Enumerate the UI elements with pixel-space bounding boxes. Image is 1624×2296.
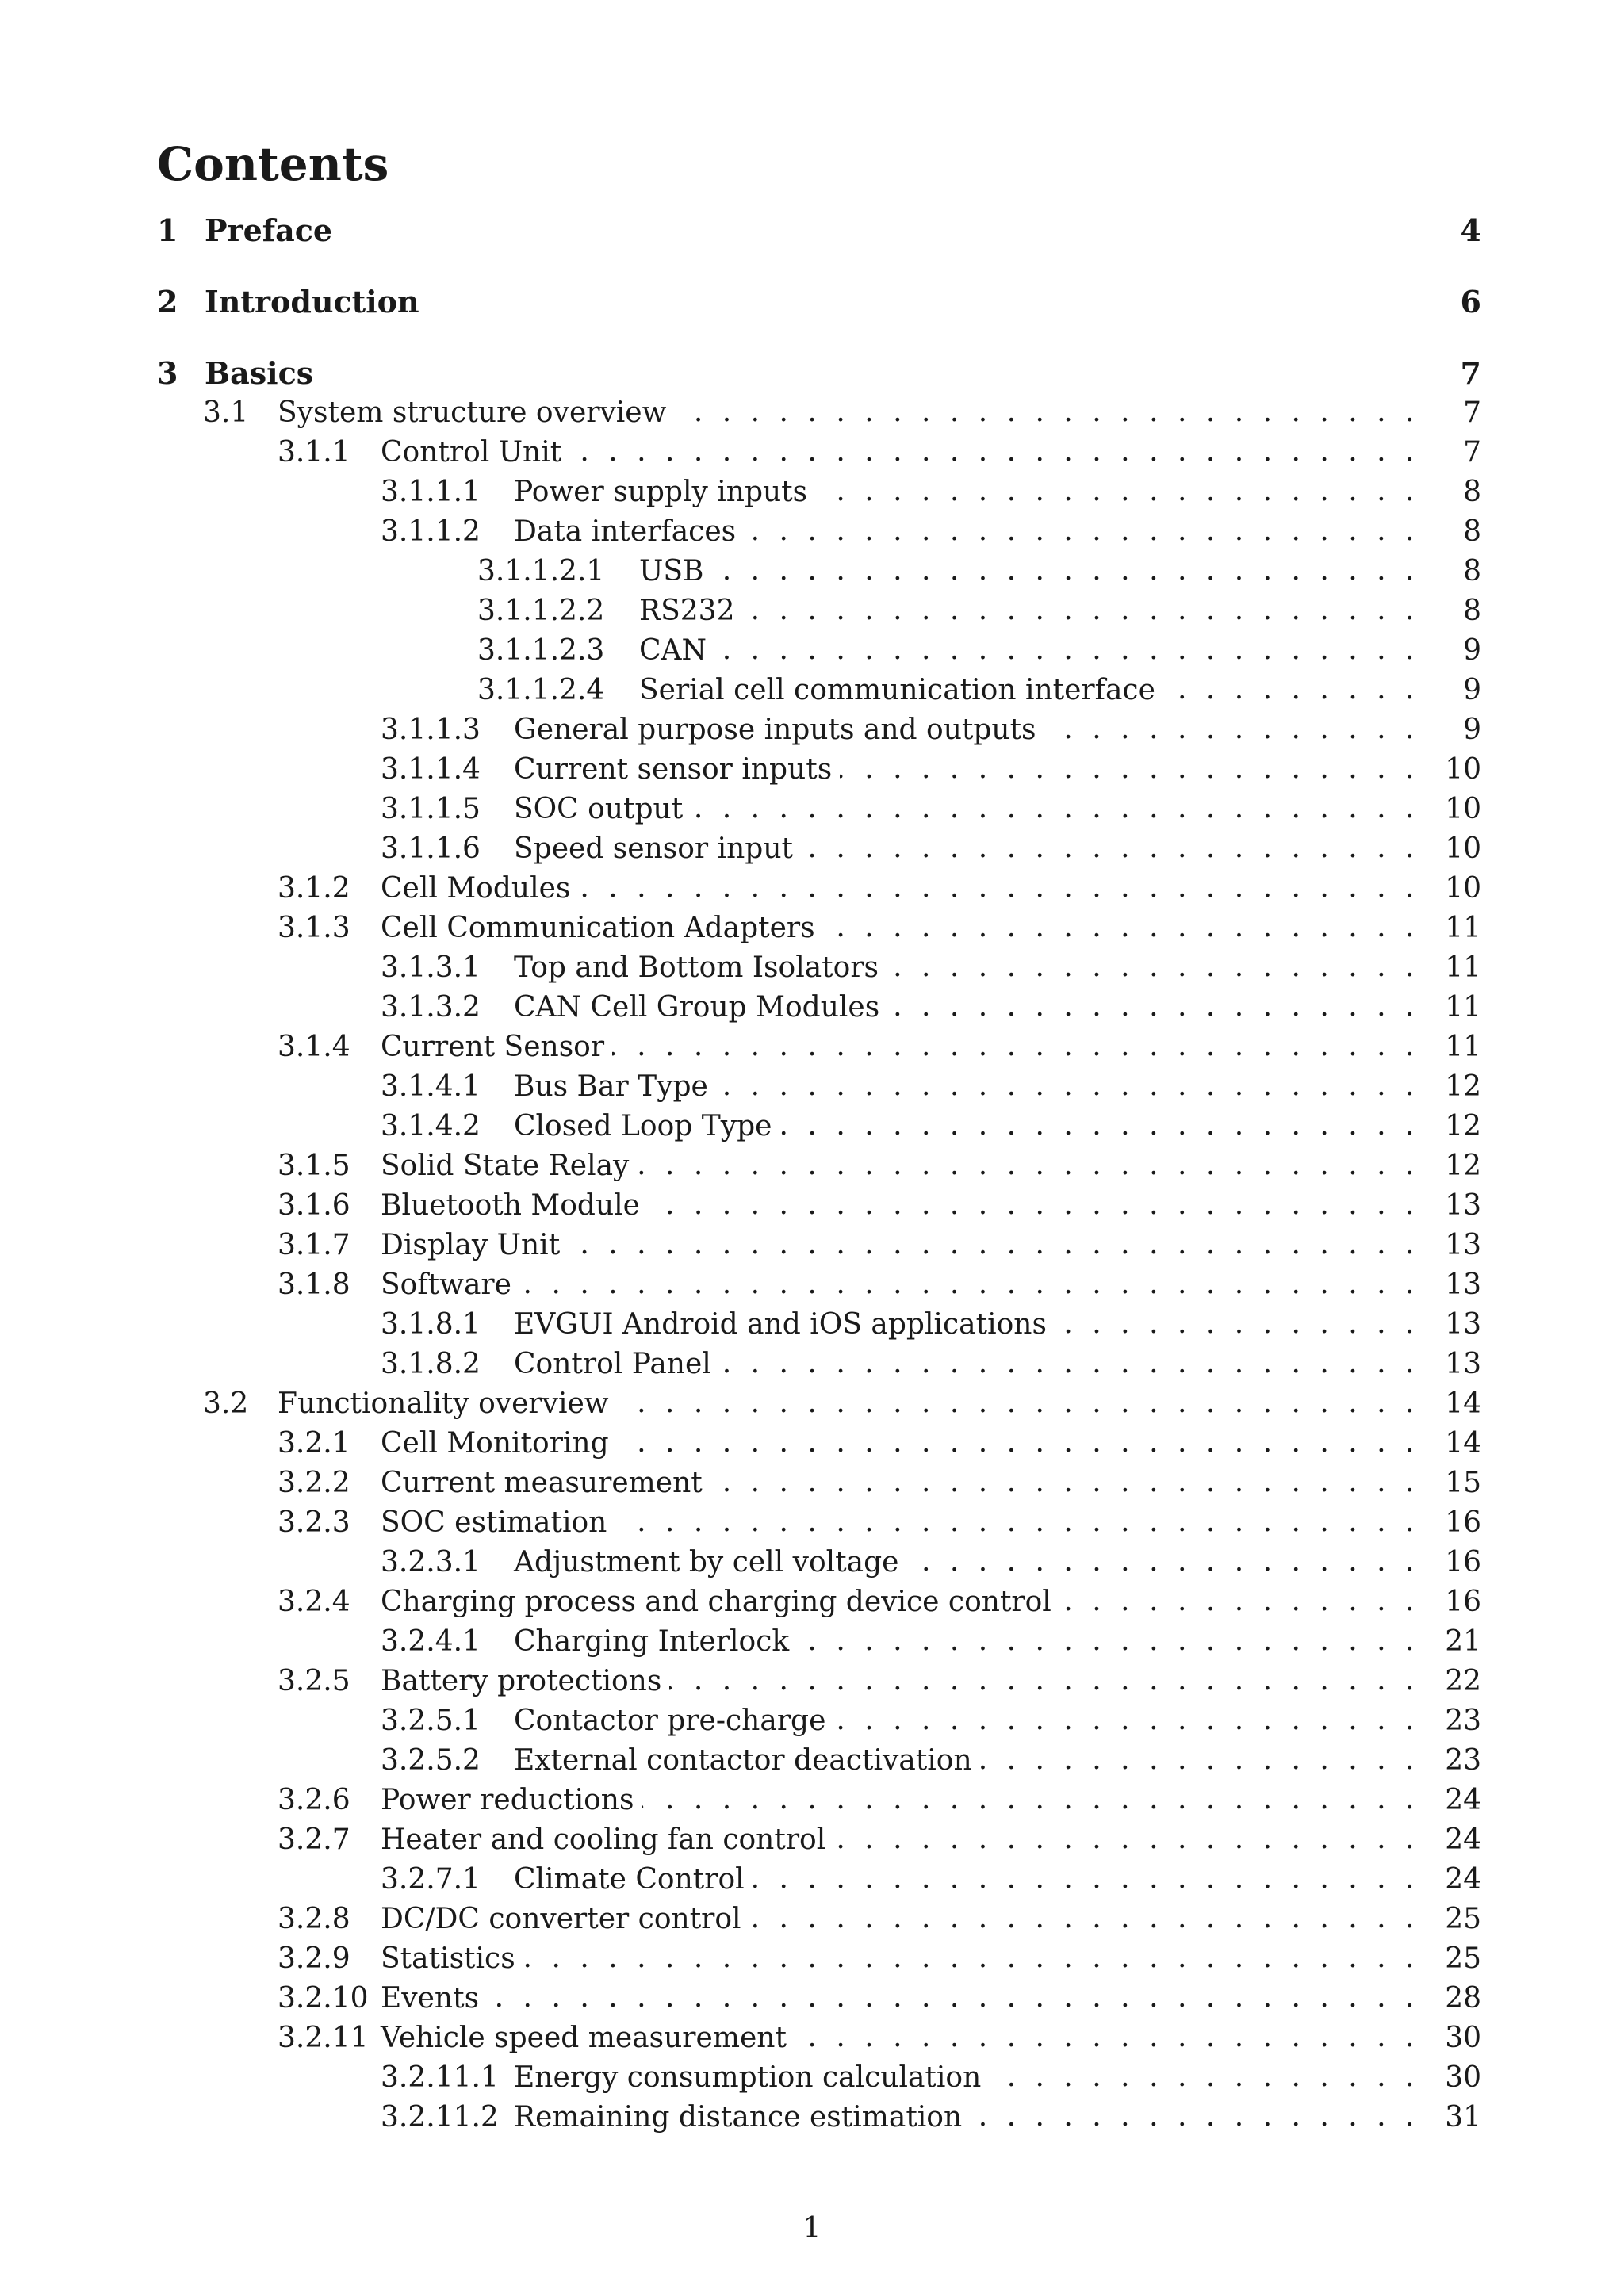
toc-entry-title: DC/DC converter control	[381, 1902, 741, 1935]
toc-entry-title: Charging process and charging device control	[381, 1585, 1051, 1618]
toc-entry[interactable]	[278, 908, 1481, 947]
toc-leader-dots	[642, 1780, 1419, 1820]
toc-entry-page: 7	[1460, 354, 1481, 391]
toc-entry-title: External contactor deactivation	[514, 1743, 972, 1777]
toc-entry-number: 3.1.1.1	[381, 475, 481, 508]
toc-leader-dots	[795, 2018, 1419, 2057]
toc-entry-page: 13	[1445, 1228, 1481, 1261]
toc-entry-number: 3.2.4	[278, 1585, 350, 1618]
toc-entry[interactable]	[381, 2057, 1481, 2097]
toc-entry-page: 21	[1445, 1624, 1481, 1658]
toc-entry-page: 22	[1445, 1664, 1481, 1697]
toc-entry-title: Current measurement	[381, 1466, 703, 1499]
toc-leader-dots	[833, 1820, 1419, 1859]
toc-entry-number: 3.2.6	[278, 1783, 350, 1816]
toc-leader-dots	[801, 828, 1419, 868]
toc-leader-dots	[714, 630, 1419, 670]
toc-entry-title: Top and Bottom Isolators	[514, 951, 879, 984]
toc-entry[interactable]	[278, 1582, 1481, 1621]
toc-entry-title: Bluetooth Module	[381, 1188, 640, 1222]
toc-chapter-entry[interactable]	[157, 281, 1481, 321]
toc-entry-page: 10	[1445, 832, 1481, 865]
toc-entry-title: Closed Loop Type	[514, 1109, 772, 1142]
toc-entry-number: 3.1.1.2	[381, 515, 481, 548]
toc-leader-dots	[617, 1423, 1419, 1463]
toc-entry-page: 31	[1445, 2100, 1481, 2133]
toc-entry-page: 15	[1445, 1466, 1481, 1499]
toc-entry-page: 14	[1445, 1426, 1481, 1460]
toc-entry[interactable]	[203, 392, 1481, 432]
toc-entry[interactable]	[477, 630, 1481, 670]
toc-leader-dots	[674, 392, 1419, 432]
toc-entry-title: SOC estimation	[381, 1506, 607, 1539]
toc-entry-page: 12	[1445, 1070, 1481, 1103]
toc-entry-title: Display Unit	[381, 1228, 561, 1261]
toc-entry-number: 3.2.10	[278, 1981, 369, 2015]
toc-leader-dots	[887, 947, 1419, 987]
toc-entry-number: 3.1.2	[278, 871, 350, 905]
toc-entry-page: 24	[1445, 1862, 1481, 1896]
toc-entry-number: 3.1.3.1	[381, 951, 481, 984]
toc-entry[interactable]	[203, 1383, 1481, 1423]
toc-entry-title: Cell Modules	[381, 871, 571, 905]
toc-leader-dots	[833, 1701, 1419, 1740]
toc-leader-dots	[970, 2097, 1419, 2137]
toc-entry-title: General purpose inputs and outputs	[514, 713, 1036, 746]
toc-leader-dots	[691, 789, 1419, 828]
toc-entry-number: 3.1.1.3	[381, 713, 481, 746]
toc-entry-number: 3.1.1.4	[381, 752, 481, 786]
toc-leader-dots	[742, 591, 1419, 630]
toc-entry-page: 25	[1445, 1942, 1481, 1975]
toc-entry-page: 9	[1463, 633, 1481, 667]
toc-entry-page: 14	[1445, 1387, 1481, 1420]
toc-leader-dots	[716, 1066, 1419, 1106]
toc-entry[interactable]	[278, 1502, 1481, 1542]
toc-entry-page: 4	[1460, 212, 1481, 248]
toc-entry[interactable]	[278, 1423, 1481, 1463]
toc-entry-title: Solid State Relay	[381, 1149, 630, 1182]
toc-entry-number: 3.2.3.1	[381, 1545, 481, 1578]
toc-entry[interactable]	[278, 1938, 1481, 1978]
toc-entry-page: 25	[1445, 1902, 1481, 1935]
toc-entry-number: 3.1.8	[278, 1268, 350, 1301]
toc-entry-title: Preface	[205, 212, 333, 248]
toc-entry-title: Climate Control	[514, 1862, 745, 1896]
toc-entry-number: 3.2.11.1	[381, 2061, 499, 2094]
toc-entry-page: 16	[1445, 1585, 1481, 1618]
toc-entry[interactable]	[381, 1701, 1481, 1740]
toc-entry-number: 3.1.1.2.3	[477, 633, 605, 667]
toc-entry[interactable]	[381, 789, 1481, 828]
toc-entry-title: Serial cell communication interface	[639, 673, 1155, 706]
toc-entry-page: 11	[1445, 990, 1481, 1024]
toc-entry[interactable]	[278, 1027, 1481, 1066]
toc-entry-page: 11	[1445, 1030, 1481, 1063]
toc-entry-number: 3.2.5.2	[381, 1743, 481, 1777]
toc-entry-page: 30	[1445, 2021, 1481, 2054]
toc-entry[interactable]	[381, 1106, 1481, 1146]
toc-entry[interactable]	[381, 472, 1481, 511]
toc-entry-page: 9	[1463, 713, 1481, 746]
toc-leader-dots	[487, 1978, 1419, 2018]
toc-entry[interactable]	[477, 551, 1481, 591]
toc-entry-number: 3.1.5	[278, 1149, 350, 1182]
toc-leader-dots	[823, 908, 1419, 947]
toc-leader-dots	[617, 1383, 1419, 1423]
toc-leader-dots	[1163, 670, 1419, 710]
toc-entry-page: 7	[1463, 396, 1481, 429]
toc-entry[interactable]	[381, 1344, 1481, 1383]
toc-entry-title: Cell Communication Adapters	[381, 911, 815, 944]
toc-entry-number: 1	[157, 212, 178, 248]
toc-entry-number: 3.1.4.2	[381, 1109, 481, 1142]
toc-leader-dots	[648, 1185, 1419, 1225]
toc-entry-title: Bus Bar Type	[514, 1070, 708, 1103]
toc-leader-dots	[779, 1106, 1419, 1146]
toc-entry[interactable]	[381, 1304, 1481, 1344]
toc-leader-dots	[612, 1027, 1419, 1066]
toc-leader-dots	[719, 1344, 1419, 1383]
toc-entry-page: 8	[1463, 594, 1481, 627]
toc-leader-dots	[797, 1621, 1419, 1661]
toc-entry-number: 3.2.1	[278, 1426, 350, 1460]
toc-entry-page: 8	[1463, 554, 1481, 587]
toc-entry-title: Charging Interlock	[514, 1624, 790, 1658]
toc-entry-title: Data interfaces	[514, 515, 737, 548]
toc-entry-title: SOC output	[514, 792, 684, 825]
toc-entry-page: 6	[1460, 283, 1481, 320]
toc-entry[interactable]	[381, 1542, 1481, 1582]
page-title: Contents	[157, 137, 389, 191]
toc-entry-title: Software	[381, 1268, 511, 1301]
toc-entry-title: Current Sensor	[381, 1030, 605, 1063]
toc-entry[interactable]	[477, 591, 1481, 630]
toc-entry[interactable]	[381, 987, 1481, 1027]
toc-entry[interactable]	[278, 1661, 1481, 1701]
toc-leader-dots	[887, 987, 1419, 1027]
toc-entry-title: Events	[381, 1981, 480, 2015]
toc-entry[interactable]	[381, 749, 1481, 789]
toc-entry[interactable]	[381, 2097, 1481, 2137]
toc-entry-page: 23	[1445, 1704, 1481, 1737]
toc-leader-dots	[637, 1146, 1419, 1185]
toc-entry-page: 13	[1445, 1347, 1481, 1380]
toc-entry[interactable]	[381, 1859, 1481, 1899]
toc-entry-number: 3.2	[203, 1387, 249, 1420]
toc-entry-number: 3.1.7	[278, 1228, 350, 1261]
toc-leader-dots	[744, 511, 1419, 551]
toc-entry-title: Power reductions	[381, 1783, 634, 1816]
toc-entry-title: Functionality overview	[278, 1387, 609, 1420]
toc-entry-page: 30	[1445, 2061, 1481, 2094]
toc-leader-dots	[1044, 710, 1419, 749]
toc-leader-dots	[989, 2057, 1419, 2097]
toc-entry-number: 3.2.7	[278, 1823, 350, 1856]
toc-entry-title: Statistics	[381, 1942, 515, 1975]
toc-entry-page: 24	[1445, 1823, 1481, 1856]
toc-entry[interactable]	[278, 868, 1481, 908]
toc-entry-page: 7	[1463, 435, 1481, 469]
toc-entry-number: 3.1.4.1	[381, 1070, 481, 1103]
toc-entry-title: Contactor pre-charge	[514, 1704, 826, 1737]
toc-entry-number: 3.1.1.5	[381, 792, 481, 825]
toc-entry-page: 8	[1463, 475, 1481, 508]
toc-entry[interactable]	[381, 710, 1481, 749]
toc-entry-title: Control Unit	[381, 435, 562, 469]
toc-entry[interactable]	[381, 511, 1481, 551]
toc-entry[interactable]	[381, 1621, 1481, 1661]
toc-entry-title: EVGUI Android and iOS applications	[514, 1307, 1047, 1341]
toc-leader-dots	[711, 551, 1419, 591]
toc-entry-number: 3.1.8.1	[381, 1307, 481, 1341]
toc-entry-number: 3.1.8.2	[381, 1347, 481, 1380]
toc-entry-title: Energy consumption calculation	[514, 2061, 982, 2094]
toc-entry-number: 3.2.8	[278, 1902, 350, 1935]
toc-entry-title: Current sensor inputs	[514, 752, 833, 786]
toc-leader-dots	[1059, 1582, 1419, 1621]
toc-entry-title: Heater and cooling fan control	[381, 1823, 826, 1856]
toc-entry-number: 3.1.1.2.1	[477, 554, 605, 587]
toc-leader-dots	[749, 1899, 1419, 1938]
toc-entry-page: 16	[1445, 1545, 1481, 1578]
toc-leader-dots	[523, 1938, 1419, 1978]
toc-entry[interactable]	[381, 828, 1481, 868]
toc-entry-number: 3.1.1.2.2	[477, 594, 605, 627]
toc-entry[interactable]	[278, 1463, 1481, 1502]
toc-entry-title: Basics	[205, 354, 314, 391]
toc-entry-number: 3.1.1.6	[381, 832, 481, 865]
toc-entry-page: 16	[1445, 1506, 1481, 1539]
toc-entry-title: RS232	[639, 594, 735, 627]
toc-entry-number: 3.2.5	[278, 1664, 350, 1697]
toc-entry-title: Speed sensor input	[514, 832, 793, 865]
toc-entry-number: 3.2.11.2	[381, 2100, 499, 2133]
toc-entry-page: 11	[1445, 911, 1481, 944]
toc-leader-dots	[815, 472, 1419, 511]
toc-entry-title: Vehicle speed measurement	[381, 2021, 787, 2054]
toc-entry-number: 3.1.1.2.4	[477, 673, 605, 706]
toc-entry[interactable]	[278, 1185, 1481, 1225]
toc-entry-title: Power supply inputs	[514, 475, 808, 508]
toc-entry-number: 3	[157, 354, 178, 391]
toc-entry[interactable]	[278, 1265, 1481, 1304]
toc-leader-dots	[578, 868, 1419, 908]
toc-entry-page: 13	[1445, 1268, 1481, 1301]
toc-leader-dots	[753, 1859, 1419, 1899]
toc-leader-dots	[519, 1265, 1419, 1304]
toc-entry-title: Introduction	[205, 283, 419, 320]
toc-entry-title: CAN	[639, 633, 707, 667]
toc-entry-title: Control Panel	[514, 1347, 711, 1380]
toc-leader-dots	[1055, 1304, 1419, 1344]
toc-entry-title: CAN Cell Group Modules	[514, 990, 880, 1024]
toc-entry-number: 3.1.1	[278, 435, 350, 469]
toc-entry-number: 3.2.4.1	[381, 1624, 481, 1658]
toc-entry[interactable]	[278, 1899, 1481, 1938]
toc-entry-page: 13	[1445, 1188, 1481, 1222]
toc-entry[interactable]	[477, 670, 1481, 710]
page-number: 1	[802, 2212, 822, 2244]
toc-entry-number: 3.1.4	[278, 1030, 350, 1063]
toc-entry[interactable]	[278, 1978, 1481, 2018]
toc-entry[interactable]	[381, 1066, 1481, 1106]
toc-entry-number: 3.1	[203, 396, 249, 429]
toc-entry-number: 3.2.5.1	[381, 1704, 481, 1737]
toc-entry[interactable]	[278, 432, 1481, 472]
toc-entry[interactable]	[278, 1146, 1481, 1185]
toc-entry-title: Cell Monitoring	[381, 1426, 609, 1460]
toc-entry-title: Battery protections	[381, 1664, 662, 1697]
toc-entry-page: 12	[1445, 1109, 1481, 1142]
toc-entry-number: 3.2.3	[278, 1506, 350, 1539]
toc-entry-page: 12	[1445, 1149, 1481, 1182]
toc-leader-dots	[669, 1661, 1419, 1701]
toc-leader-dots	[568, 1225, 1419, 1265]
toc-entry-title: USB	[639, 554, 704, 587]
toc-leader-dots	[906, 1542, 1419, 1582]
toc-entry-page: 10	[1445, 792, 1481, 825]
toc-entry[interactable]	[278, 1820, 1481, 1859]
toc-leader-dots	[980, 1740, 1419, 1780]
toc-entry[interactable]	[381, 947, 1481, 987]
toc-entry-title: Adjustment by cell voltage	[514, 1545, 899, 1578]
toc-entry-number: 3.2.7.1	[381, 1862, 481, 1896]
toc-entry-page: 9	[1463, 673, 1481, 706]
toc-entry-page: 8	[1463, 515, 1481, 548]
toc-entry-title: Remaining distance estimation	[514, 2100, 963, 2133]
toc-entry[interactable]	[278, 2018, 1481, 2057]
toc-entry[interactable]	[381, 1740, 1481, 1780]
toc-entry-number: 3.2.9	[278, 1942, 350, 1975]
toc-entry-page: 28	[1445, 1981, 1481, 2015]
toc-leader-dots	[569, 432, 1419, 472]
toc-leader-dots	[710, 1463, 1419, 1502]
toc-entry-page: 13	[1445, 1307, 1481, 1341]
toc-entry-number: 2	[157, 283, 178, 320]
toc-leader-dots	[840, 749, 1419, 789]
toc-entry-page: 10	[1445, 752, 1481, 786]
toc-entry-number: 3.2.2	[278, 1466, 350, 1499]
toc-leader-dots	[615, 1502, 1419, 1542]
toc-entry-title: System structure overview	[278, 396, 667, 429]
toc-entry-page: 24	[1445, 1783, 1481, 1816]
toc-chapter-entry[interactable]	[157, 210, 1481, 250]
toc-entry-number: 3.1.3.2	[381, 990, 481, 1024]
toc-entry-page: 11	[1445, 951, 1481, 984]
toc-chapter-entry[interactable]	[157, 353, 1481, 392]
toc-entry-number: 3.1.3	[278, 911, 350, 944]
toc-entry-number: 3.2.11	[278, 2021, 369, 2054]
toc-entry[interactable]	[278, 1780, 1481, 1820]
toc-entry[interactable]	[278, 1225, 1481, 1265]
toc-entry-page: 23	[1445, 1743, 1481, 1777]
toc-entry-number: 3.1.6	[278, 1188, 350, 1222]
toc-entry-page: 10	[1445, 871, 1481, 905]
